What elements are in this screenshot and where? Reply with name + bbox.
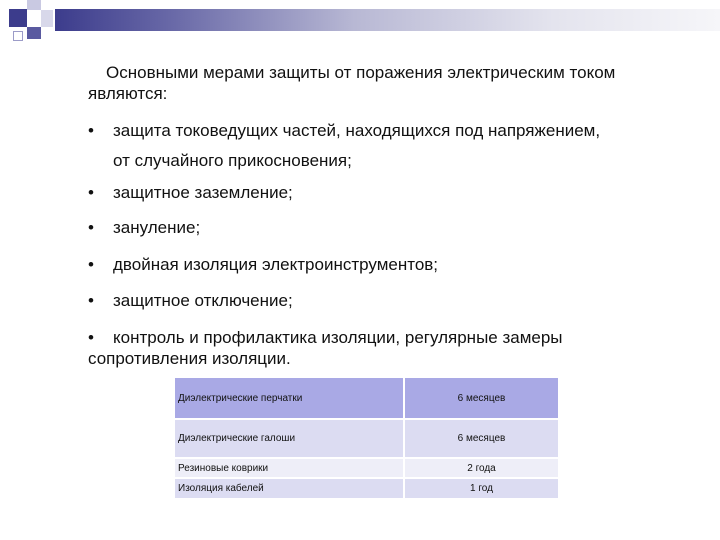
- table-row: [175, 420, 558, 457]
- table-cell-item: Резиновые коврики: [178, 462, 269, 474]
- bullet-icon: •: [88, 218, 94, 237]
- bullet-icon: •: [88, 291, 94, 310]
- decor-square-small: [41, 10, 53, 27]
- table-cell-item: Диэлектрические перчатки: [178, 392, 303, 404]
- list-item-text: двойная изоляция электроинструментов;: [113, 255, 439, 274]
- decor-square-outline: [13, 31, 23, 41]
- list-item-text-cont: от случайного прикосновения;: [113, 151, 352, 170]
- table-cell-item: Диэлектрические галоши: [178, 433, 296, 444]
- table-row: [175, 459, 558, 477]
- bullet-icon: •: [88, 328, 94, 347]
- table-row: [175, 479, 558, 498]
- header-gradient-bar: [55, 9, 720, 31]
- table-cell-period: 6 месяцев: [457, 392, 506, 404]
- decor-square-dark: [9, 9, 27, 27]
- table-cell-item: Изоляция кабелей: [178, 483, 264, 494]
- table-row: [175, 378, 558, 418]
- list-item-text: зануление;: [113, 218, 201, 237]
- bullet-icon: •: [88, 255, 94, 274]
- bullet-icon: •: [88, 121, 94, 140]
- table-cell-period: 1 год: [470, 483, 493, 494]
- list-item-text-cont: сопротивления изоляции.: [88, 349, 291, 368]
- decor-square-mid: [27, 27, 41, 39]
- list-item-text: защита токоведущих частей, находящихся под напряжением,: [113, 121, 601, 140]
- decor-square-light: [27, 0, 41, 10]
- list-item-text: защитное заземление;: [113, 183, 293, 202]
- intro-line-1: Основными мерами защиты от поражения электрическим током: [106, 63, 616, 82]
- table-cell-period: 2 года: [467, 462, 496, 474]
- table-cell-period: 6 месяцев: [457, 433, 506, 444]
- list-item-text: защитное отключение;: [113, 291, 293, 310]
- intro-line-2: являются:: [88, 84, 168, 103]
- bullet-icon: •: [88, 183, 94, 202]
- list-item-text: контроль и профилактика изоляции, регулярные замеры: [113, 328, 563, 347]
